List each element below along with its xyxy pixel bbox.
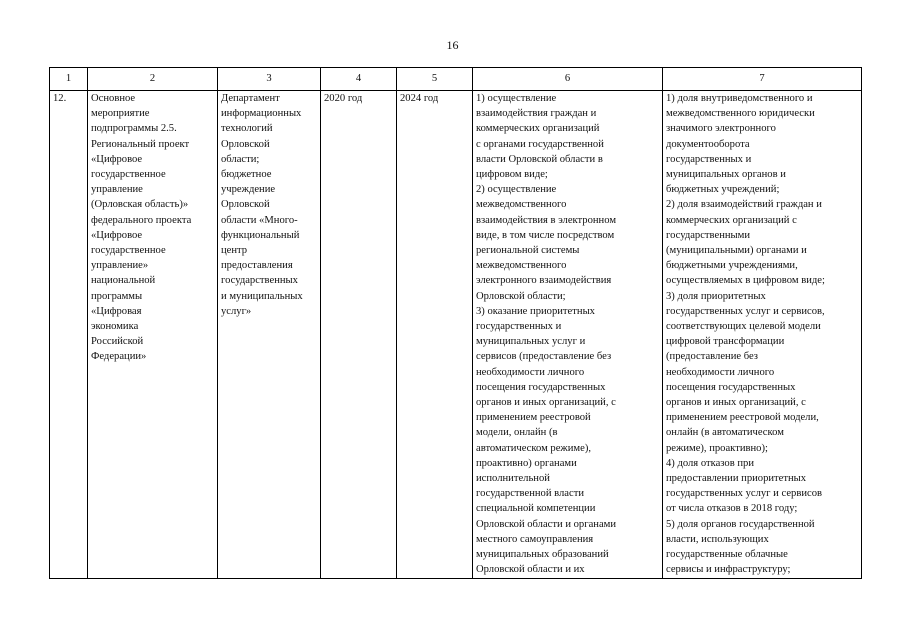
measures-table [49, 67, 862, 579]
measure-name [88, 91, 218, 579]
header-col-5: 5 [397, 68, 473, 91]
end-year [397, 91, 473, 579]
header-col-2: 2 [88, 68, 218, 91]
header-col-1: 1 [50, 68, 88, 91]
executor-text: Департамент информационных технологий Орловской области; бюджетное учреждение Орловской области «Много- функциональный центр предоставления государственных и муниципальных услуг» [221, 93, 303, 317]
start-year-text: 2020 год [324, 93, 363, 104]
indicators [663, 91, 862, 579]
executor [218, 91, 321, 579]
header-col-6: 6 [473, 68, 663, 91]
header-col-4: 4 [321, 68, 397, 91]
indicators-text: 1) доля внутриведомственного и межведомственного юридически значимого электронного документооборота государственных и муниципальных органов и бюджетных учреждений; 2) доля взаимодействий граждан и коммерческих организаций с государственными (муниципальными) органами и бюджетными учреждениями, осуществляемых в цифровом виде; 3) доля приоритетных государственных услуг и сервисов, соответствующих целевой модели цифровой трансформации (предоставление без необходимости личного посещения государственных органов и иных организаций, с применением реестровой модели, онлайн (в автоматическом режиме), проактивно); 4) доля отказов при предоставлении приоритетных государственных услуг и сервисов от числа отказов в 2018 году; 5) доля органов государственной власти, использующих государственные облачные сервисы и инфраструктуру; [666, 93, 825, 576]
row-number [50, 91, 88, 579]
expected-results [473, 91, 663, 579]
table-row [50, 91, 862, 579]
header-col-7: 7 [663, 68, 862, 91]
start-year [321, 91, 397, 579]
header-col-3: 3 [218, 68, 321, 91]
header-row [50, 68, 862, 91]
end-year-text: 2024 год [400, 93, 439, 104]
page-number: 16 [446, 38, 459, 52]
measure-name-text: Основное мероприятие подпрограммы 2.5. Региональный проект «Цифровое государственное управление (Орловская область)» федерального проекта «Цифровое государственное управление» национальной программы «Цифровая экономика Российской Федерации» [91, 93, 192, 363]
row-number-text: 12. [53, 93, 67, 104]
expected-results-text: 1) осуществление взаимодействия граждан и коммерческих организаций с органами государственной власти Орловской области в цифровом виде; 2) осуществление межведомственного взаимодействия в электронном виде, в том числе посредством региональной системы межведомственного электронного взаимодействия Орловской области; 3) оказание приоритетных государственных и муниципальных услуг и сервисов (предоставление без необходимости личного посещения государственных органов и иных организаций, с применением реестровой модели, онлайн (в автоматическом режиме), проактивно) органами исполнительной государственной власти специальной компетенции Орловской области и органами местного самоуправления муниципальных образований Орловской области и их [476, 93, 617, 576]
